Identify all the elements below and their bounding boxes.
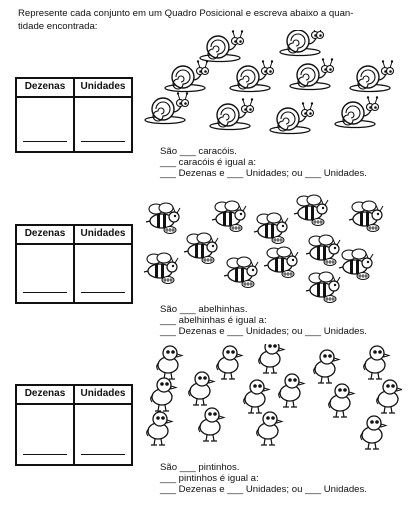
place-value-chart-snails [15,77,133,153]
bee-icon [294,195,328,226]
snail-icon [145,92,189,123]
tens-answer-cell[interactable] [17,405,75,464]
units-header: Unidades [80,388,126,399]
units-answer-cell[interactable] [75,245,131,302]
equal-line: ___ abelhinhas é igual a: [160,315,267,326]
chick-icon [217,346,242,379]
chick-icon [189,372,214,405]
bee-icon [146,203,180,234]
tens-header: Dezenas [17,79,75,96]
bee-icon [339,249,373,280]
questions-snails [160,146,367,179]
chick-icon [377,380,402,413]
units-header: Unidades [80,228,126,239]
place-value-chart-chicks [15,384,133,466]
chick-icon [279,374,304,407]
snail-icon [200,30,244,61]
count-line: São ___ caracóis. [160,146,237,157]
chicks-illustration [140,344,402,456]
units-header: Unidades [80,81,126,92]
snail-icon [280,30,324,56]
bee-icon [184,233,218,264]
chick-icon [244,380,269,413]
bee-icon [254,213,288,244]
decomposition-line: ___ Dezenas e ___ Unidades; ou ___ Unidades. [160,168,367,179]
tens-header: Dezenas [17,226,75,243]
chick-icon [314,350,339,383]
equal-line: ___ pintinhos é igual a: [160,473,259,484]
equal-line: ___ caracóis é igual a: [160,157,256,168]
snail-icon [335,96,379,127]
questions-bees [160,304,367,337]
snails-illustration [140,30,400,142]
chick-icon [364,346,389,379]
bee-icon [212,201,246,232]
units-answer-cell[interactable] [75,98,131,151]
chick-icon [361,416,386,449]
tens-header: Dezenas [17,386,75,403]
chick-icon [151,378,176,411]
chick-icon [257,412,282,445]
questions-chicks [160,462,367,495]
snail-icon [350,60,394,91]
tens-answer-cell[interactable] [17,98,75,151]
chick-icon [199,408,224,441]
snail-icon [210,98,254,129]
place-value-chart-bees [15,224,133,304]
snail-icon [290,58,334,89]
bee-icon [306,235,340,266]
units-answer-cell[interactable] [75,405,131,464]
snail-icon [270,102,314,133]
decomposition-line: ___ Dezenas e ___ Unidades; ou ___ Unidades. [160,484,367,495]
instruction-line-1: Represente cada conjunto em um Quadro Posicional e escreva abaixo a quan- [18,8,354,19]
chick-icon [147,412,172,445]
bee-icon [349,201,383,232]
tens-answer-cell[interactable] [17,245,75,302]
chick-icon [329,384,354,417]
bee-icon [306,272,340,303]
instruction-line-2: tidade encontrada: [18,20,98,32]
chick-icon [259,344,284,373]
bee-icon [224,257,258,288]
decomposition-line: ___ Dezenas e ___ Unidades; ou ___ Unidades. [160,326,367,337]
chick-icon [157,346,182,379]
snail-icon [230,60,274,91]
count-line: São ___ pintinhos. [160,462,240,473]
bees-illustration [140,192,402,304]
bee-icon [264,247,298,278]
count-line: São ___ abelhinhas. [160,304,248,315]
bee-icon [144,253,178,284]
snail-icon [165,60,209,91]
